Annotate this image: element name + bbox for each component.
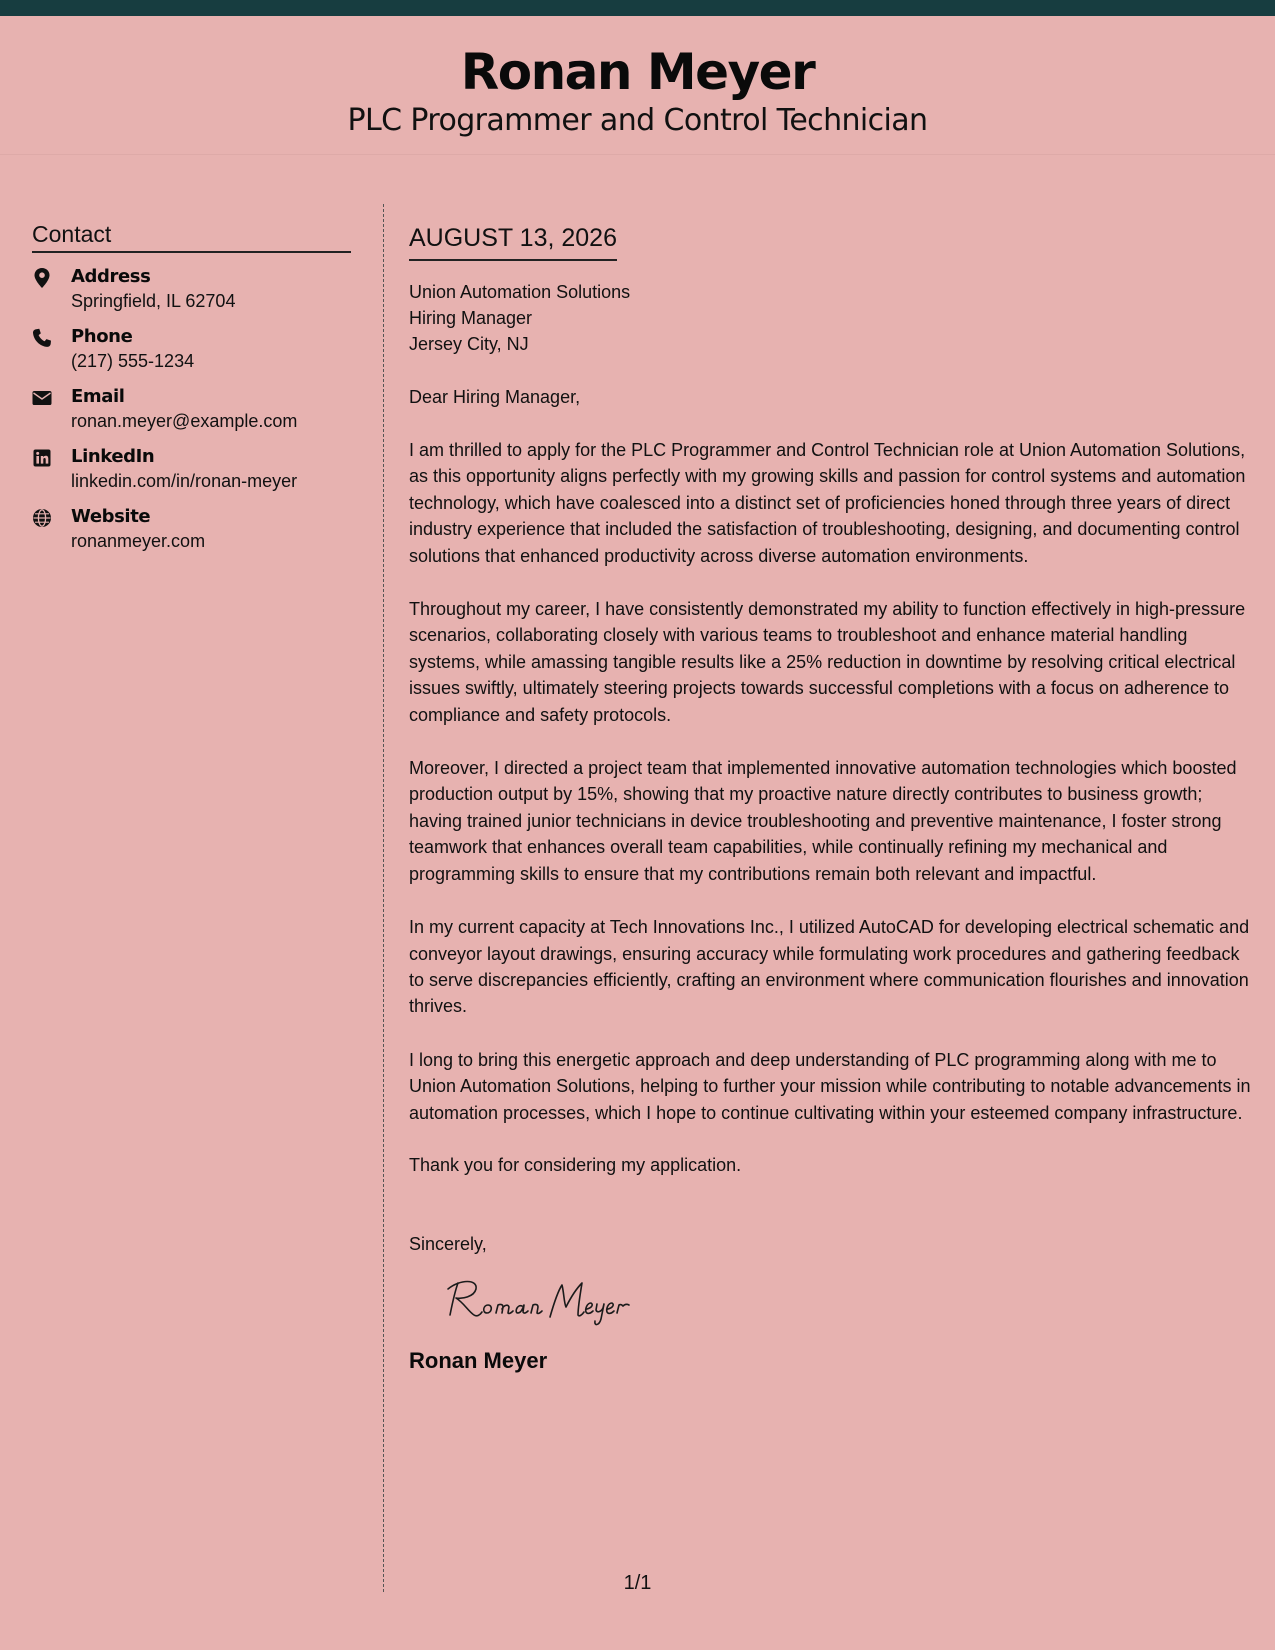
- contact-item-email: [32, 385, 351, 434]
- contact-value-email: ronan.meyer@example.com: [71, 411, 298, 431]
- recipient-company: Union Automation Solutions: [409, 282, 631, 302]
- signer-name: Ronan Meyer: [409, 1347, 548, 1373]
- contact-value-website: ronanmeyer.com: [71, 531, 206, 551]
- contact-heading: Contact: [32, 220, 351, 253]
- resume-header: [0, 16, 1275, 155]
- salutation: Dear Hiring Manager,: [409, 387, 581, 407]
- contact-item-address: [32, 265, 351, 314]
- page-number: 1/1: [623, 1572, 652, 1594]
- contact-item-linkedin: [32, 445, 351, 494]
- letter-date: AUGUST 13, 2026: [409, 222, 617, 261]
- contact-item-website: [32, 505, 351, 554]
- body-paragraph: I long to bring this energetic approach and deep understanding of PLC programming along with me to Union Automation Solutions, helping to further your mission while contributing to notable advancements in automation processes, which I hope to continue cultivating within your esteemed company infrastructure.: [409, 1049, 1251, 1123]
- contact-sidebar: [32, 220, 351, 554]
- linkedin-icon: [32, 448, 52, 468]
- recipient-location: Jersey City, NJ: [409, 334, 529, 354]
- contact-label-phone: Phone: [71, 326, 133, 347]
- envelope-icon: [32, 388, 52, 408]
- body-paragraph: In my current capacity at Tech Innovations Inc., I utilized AutoCAD for developing electrical schematic and conveyor layout drawings, ensuring accuracy while formulating work procedures and gathering feedback to serve discrepancies efficiently, crafting an environment where communication flourishes and innovation thrives.: [409, 917, 1250, 1017]
- handwritten-signature: [436, 1271, 1254, 1339]
- body-paragraph: Throughout my career, I have consistently demonstrated my ability to function effectively in high-pressure scenarios, collaborating closely with various teams to troubleshoot and enhance material handling systems, while amassing tangible results like a 25% reduction in downtime by resolving critical electrical issues swiftly, ultimately steering projects towards successful completions with a focus on adherence to compliance and safety protocols.: [409, 599, 1246, 725]
- globe-icon: [32, 508, 52, 528]
- letter-body: [409, 222, 1254, 1375]
- recipient-attention: Hiring Manager: [409, 308, 533, 328]
- recipient-block: [409, 279, 1254, 357]
- body-paragraph: I am thrilled to apply for the PLC Programmer and Control Technician role at Union Automation Solutions, as this opportunity aligns perfectly with my growing skills and passion for control systems and automation technology, which have coalesced into a distinct set of proficiencies honed through three years of direct industry experience that included the satisfaction of troubleshooting, designing, and documenting control solutions that enhanced productivity across diverse automation environments.: [409, 440, 1246, 566]
- closing-sincerely: Sincerely,: [409, 1233, 487, 1254]
- applicant-name: Ronan Meyer: [460, 43, 815, 101]
- phone-icon: [32, 328, 52, 348]
- contact-item-phone: [32, 325, 351, 374]
- contact-value-address: Springfield, IL 62704: [71, 291, 236, 311]
- location-pin-icon: [32, 268, 52, 288]
- contact-label-linkedin: LinkedIn: [71, 446, 155, 467]
- contact-label-email: Email: [71, 386, 125, 407]
- contact-value-phone: (217) 555-1234: [71, 351, 195, 371]
- contact-label-website: Website: [71, 506, 151, 527]
- contact-value-linkedin: linkedin.com/in/ronan-meyer: [71, 471, 298, 491]
- body-paragraph: Moreover, I directed a project team that implemented innovative automation technologies which boosted production output by 15%, showing that my proactive nature directly contributes to business growth; having trained junior technicians in device troubleshooting and preventive maintenance, I foster strong teamwork that enhances overall team capabilities, while continually refining my mechanical and programming skills to ensure that my contributions remain both relevant and impactful.: [409, 758, 1237, 884]
- contact-label-address: Address: [71, 266, 151, 287]
- top-accent-bar: [0, 0, 1275, 16]
- closing-thanks: Thank you for considering my application.: [409, 1154, 742, 1175]
- column-divider: [383, 204, 384, 1592]
- applicant-title: PLC Programmer and Control Technician: [347, 103, 928, 138]
